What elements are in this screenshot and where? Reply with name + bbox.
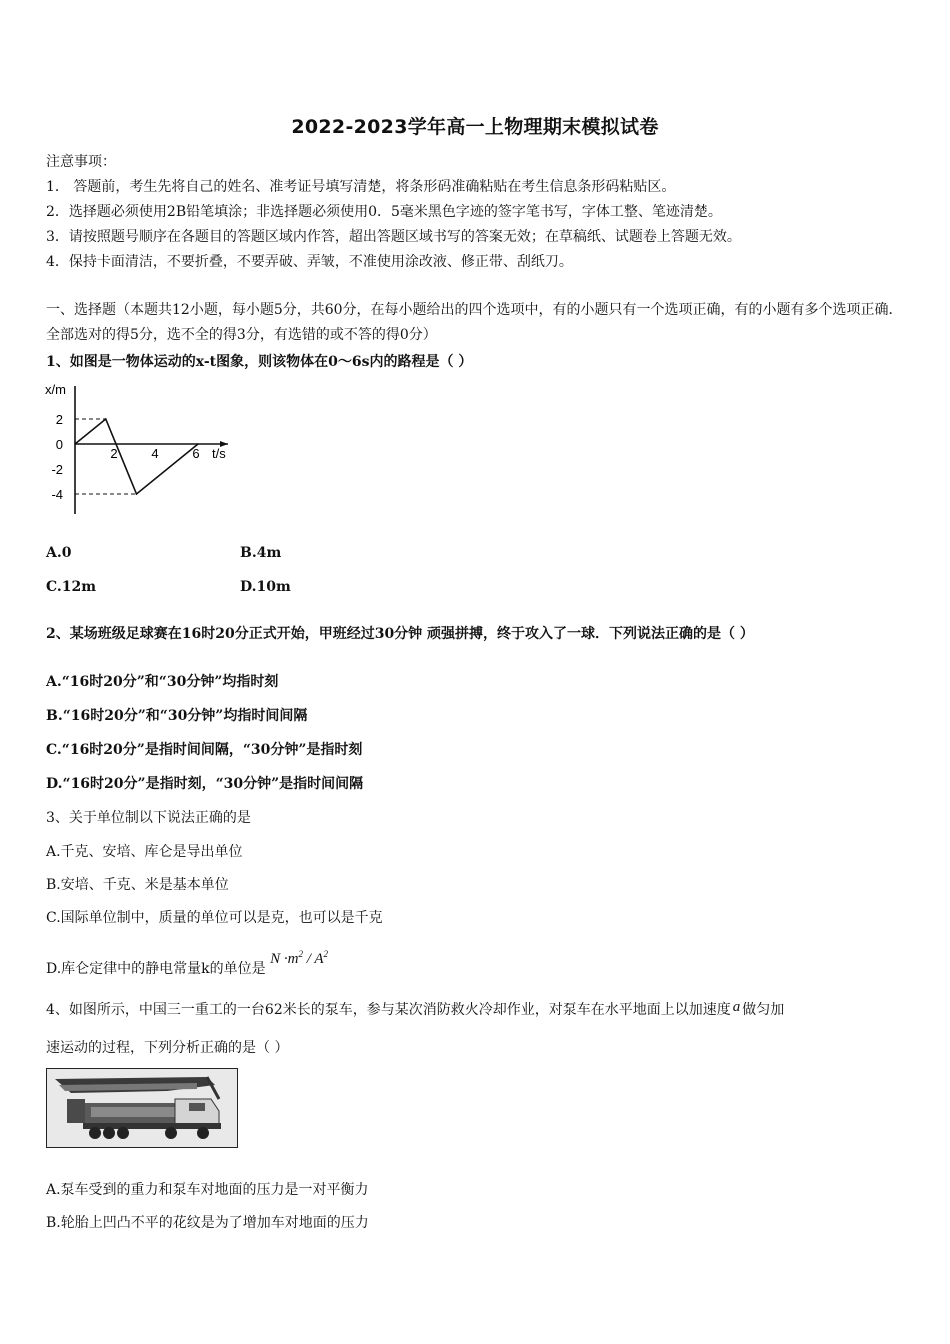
question-4-stem-line-2: 速运动的过程，下列分析正确的是（ ） (46, 1040, 289, 1056)
question-1-stem: 1、如图是一物体运动的x-t图象，则该物体在0～6s内的路程是（ ） (46, 354, 473, 370)
data-point (197, 443, 199, 445)
y-tick-label: -4 (51, 487, 63, 502)
question-2-option-c: C.“16时20分”是指时间间隔，“30分钟”是指时刻 (46, 742, 363, 758)
question-1-option-c: C.12m (46, 579, 97, 595)
question-3-option-a: A.千克、安培、库仑是导出单位 (46, 844, 243, 860)
question-4-stem-part-2: 做匀加 (742, 1002, 785, 1018)
question-2-option-a: A.“16时20分”和“30分钟”均指时刻 (46, 674, 279, 690)
pump-truck-drawing (47, 1069, 237, 1147)
question-1-option-b: B.4m (240, 545, 282, 561)
formula-exp-1: 2 (298, 949, 303, 959)
notice-item-1: 1． 答题前，考生先将自己的姓名、准考证号填写清楚，将条形码准确粘贴在考生信息条形码粘贴区。 (46, 179, 676, 195)
data-point (74, 443, 76, 445)
question-3-option-d-text: D.库仑定律中的静电常量k的单位是 (46, 961, 266, 977)
question-4-stem-line-1 (46, 1000, 784, 1020)
section-header: 一、选择题（本题共12小题，每小题5分，共60分，在每小题给出的四个选项中，有的小题只有一个选项正确，有的小题有多个选项正确．全部选对的得5分，选不全的得3分，有选错的或不答的得0分） (46, 302, 903, 343)
y-tick-label: 0 (55, 437, 63, 452)
formula-n: N (270, 951, 281, 967)
notice-item-4: 4．保持卡面清洁，不要折叠，不要弄破、弄皱，不准使用涂改液、修正带、刮纸刀。 (46, 254, 573, 270)
formula-m: ·m (283, 951, 299, 967)
notice-item-3: 3．请按照题号顺序在各题目的答题区域内作答，超出答题区域书写的答案无效；在草稿纸、试题卷上答题无效。 (46, 229, 741, 245)
question-4-option-b: B.轮胎上凹凸不平的花纹是为了增加车对地面的压力 (46, 1215, 369, 1231)
question-3-option-c: C.国际单位制中，质量的单位可以是克，也可以是千克 (46, 910, 383, 926)
formula-exp-2: 2 (323, 949, 329, 959)
x-tick-label: 4 (151, 446, 159, 461)
data-point (136, 493, 138, 495)
x-axis-label: t/s (212, 446, 226, 461)
notice-heading: 注意事项： (46, 154, 116, 170)
question-2-option-b: B.“16时20分”和“30分钟”均指时间间隔 (46, 708, 308, 724)
question-4-option-a: A.泵车受到的重力和泵车对地面的压力是一对平衡力 (46, 1182, 369, 1198)
xt-graph (40, 378, 240, 523)
y-axis-label: x/m (45, 382, 66, 397)
question-1-option-d: D.10m (240, 579, 291, 595)
question-2-option-d: D.“16时20分”是指时刻，“30分钟”是指时间间隔 (46, 776, 364, 792)
question-3-option-b: B.安培、千克、米是基本单位 (46, 877, 229, 893)
pump-truck-image (46, 1068, 238, 1148)
data-point (105, 418, 107, 420)
xt-series-line (75, 419, 198, 494)
y-tick-label: 2 (55, 412, 63, 427)
formula-a: / A (302, 951, 324, 967)
question-2-stem: 2、某场班级足球赛在16时20分正式开始，甲班经过30分钟 顽强拼搏，终于攻入了一球．下列说法正确的是（ ） (46, 626, 754, 642)
notice-item-2: 2．选择题必须使用2B铅笔填涂；非选择题必须使用0．5毫米黑色字迹的签字笔书写，字体工整、笔迹清楚。 (46, 204, 722, 220)
question-4-stem-part-1: 4、如图所示，中国三一重工的一台62米长的泵车，参与某次消防救火冷却作业，对泵车在水平地面上以加速度 (46, 1002, 731, 1018)
acceleration-symbol: a (732, 999, 741, 1015)
question-1-option-a: A.0 (46, 545, 72, 561)
page-title: 2022-2023学年高一上物理期末模拟试卷 (291, 116, 659, 138)
unit-formula (270, 951, 328, 967)
y-tick-label: -2 (51, 462, 63, 477)
x-tick-label: 6 (192, 446, 200, 461)
question-3-stem: 3、关于单位制以下说法正确的是 (46, 810, 251, 826)
question-3-option-d (46, 949, 329, 979)
x-tick-label: 2 (110, 446, 118, 461)
